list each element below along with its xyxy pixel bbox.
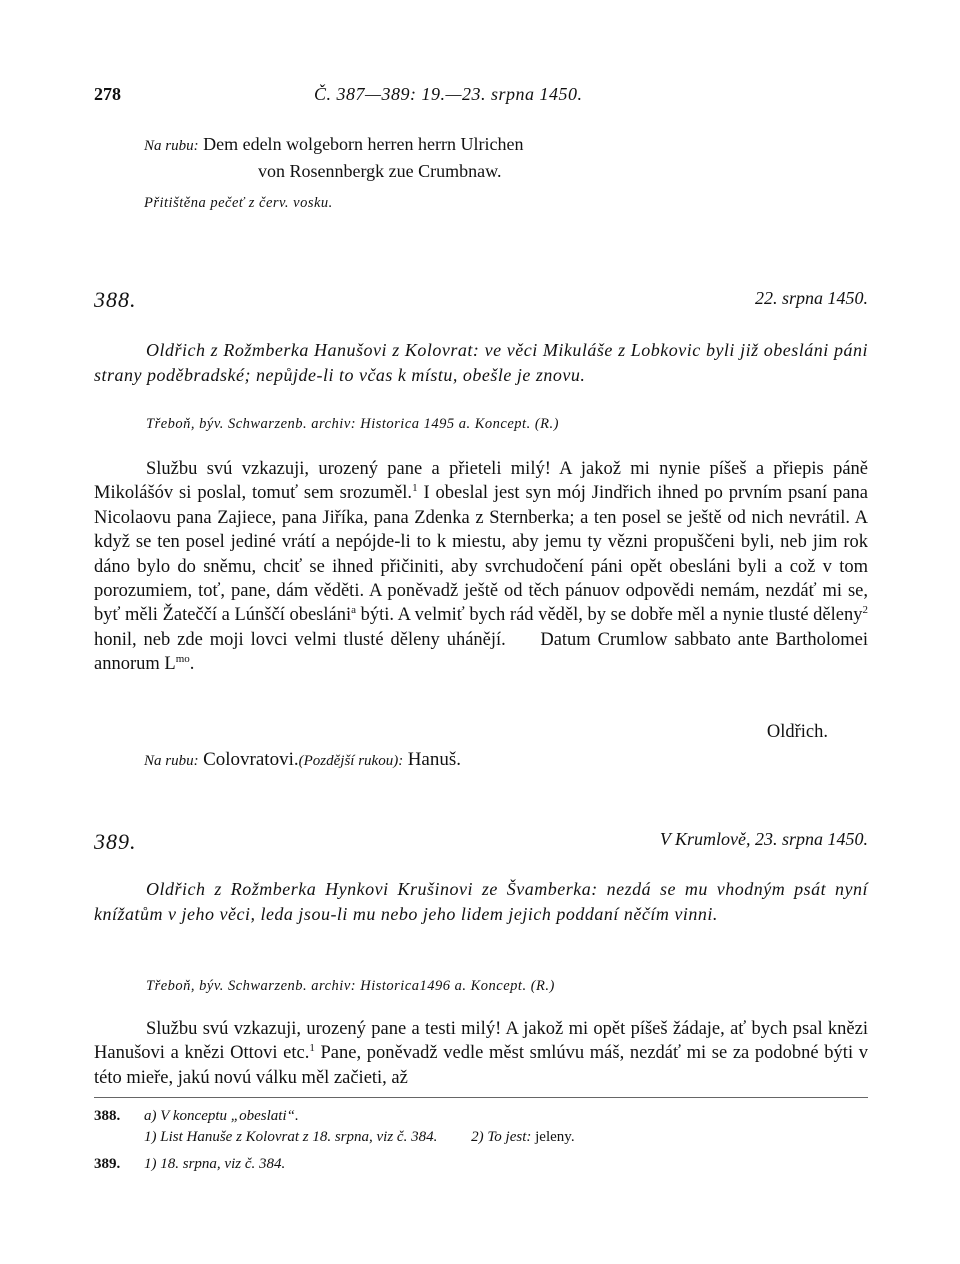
later-hand-label: (Pozdější rukou): xyxy=(298,753,404,769)
later-hand-text: Hanuš. xyxy=(407,749,461,770)
address-text: Colovratovi. xyxy=(203,749,299,770)
doc388-regest xyxy=(94,338,868,387)
footnote-text: 1) List Hanuše z Kolovrat z 18. srpna, viz č. 384. xyxy=(144,1129,438,1145)
doc389-regest xyxy=(94,877,868,926)
seal-note: Přitištěna pečeť z červ. vosku. xyxy=(144,195,333,211)
footnote-doc-number: 388. xyxy=(94,1108,121,1124)
doc388-number: 388. xyxy=(94,287,137,312)
footnote-mark: 2 xyxy=(862,604,868,617)
letter-paragraph xyxy=(94,1017,868,1090)
datum: Datum Crumlow sabbato ante Bartholomei annorum L xyxy=(94,629,868,675)
running-header xyxy=(94,84,868,112)
address-label: Na rubu: xyxy=(144,138,199,154)
footnote-mark: 1 xyxy=(309,1042,315,1055)
doc388-date: 22. srpna 1450. xyxy=(754,288,868,308)
address-line: Dem edeln wolgeborn herren herrn Ulrichen xyxy=(203,134,524,154)
letter-paragraph xyxy=(94,457,868,677)
doc387-address xyxy=(144,132,864,184)
text-run: honil, neb zde moji lovci velmi tlusté děleny uhánějí. xyxy=(94,629,506,650)
footnote-doc-number: 389. xyxy=(94,1156,121,1172)
footnote-line xyxy=(94,1106,868,1127)
text-run: Službu svú vzkazuji, urozený pane a testi milý! A jakož mi opět píšeš žádaje, ať bych psal knězi Hanušovi a knězi Ottovi etc. xyxy=(94,1019,868,1064)
footnote-text: a) V konceptu „obeslati“. xyxy=(144,1108,299,1124)
doc388-address xyxy=(144,747,864,774)
doc389-number: 389. xyxy=(94,829,137,854)
doc389-date: V Krumlově, 23. srpna 1450. xyxy=(659,829,868,849)
doc388-signature: Oldřich. xyxy=(766,722,828,742)
doc389-source: Třeboň, býv. Schwarzenb. archiv: Historica1496 a. Koncept. (R.) xyxy=(146,978,555,994)
text-run: Službu svú vzkazuji, urozený pane a přieteli milý! A jakož mi nynie píšeš a přiepis páně Mikolášóv si poslal, tomuť sem srozuměl. xyxy=(94,459,868,504)
page-number: 278 xyxy=(94,84,121,104)
book-page xyxy=(94,0,868,1264)
doc388-text xyxy=(94,457,868,677)
footnote-text: jeleny. xyxy=(535,1129,575,1145)
footnote-mark: 1 xyxy=(412,482,418,495)
running-title: Č. 387—389: 19.—23. srpna 1450. xyxy=(314,84,583,104)
footnote-text: 1) 18. srpna, viz č. 384. xyxy=(144,1156,286,1172)
datum-superscript: mo xyxy=(175,653,190,666)
footnotes xyxy=(94,1106,868,1175)
address-line: von Rosennbergk zue Crumbnaw. xyxy=(258,161,502,181)
regest-text: Oldřich z Rožmberka Hynkovi Krušinovi ze Švamberka: nezdá se mu vhodným psát nyní knížatům v jeho věci, leda jsou-li mu nebo jeho lidem jejich poddaní něčím vinni. xyxy=(94,879,868,924)
footnote-rule xyxy=(94,1097,868,1098)
doc388-source: Třeboň, býv. Schwarzenb. archiv: Historica 1495 a. Koncept. (R.) xyxy=(146,416,559,432)
text-run: býti. A velmiť bych rád věděl, by se dobře měl a nynie tlusté děleny xyxy=(356,605,863,626)
text-run: I obeslal jest syn mój Jindřich ihned po prvním psaní pana Nicolaovu pana Zajiece, pana Jiříka, pana Zdenka z Sternberka; a ten posel se ještě od nich nevrátil. A když se ten posel jediné vrátí a nepójde-li to k miestu, aby jemu ty vězni propuščeni byli, neb jim rok dáno bylo do sněmu, chciť se ihned přičiniti, aby svrchudočení páni opět obesláni byli a což v tom porozumiem, toť, pane, dám věděti. A poněvadž ještě od těch pánuov odpovědi nemám, nezdáť mi se, byť měli Žateččí a Lúnščí obesláni xyxy=(94,483,868,626)
text-run: Pane, poněvadž vedle měst smlúvu máš, nezdáť mi se za podobné býti v této mieře, jakú novú válku měl začieti, až xyxy=(94,1043,868,1088)
footnote-line xyxy=(94,1154,868,1175)
text-run: . xyxy=(189,654,195,675)
footnote-mark: a xyxy=(351,604,357,617)
regest-text: Oldřich z Rožmberka Hanušovi z Kolovrat: ve věci Mikuláše z Lobkovic byli již obesláni páni strany poděbradské; nepůjde-li to včas k místu, obešle je znovu. xyxy=(94,340,868,385)
address-label: Na rubu: xyxy=(144,753,199,769)
doc389-text xyxy=(94,1017,868,1090)
footnote-line xyxy=(94,1127,868,1148)
footnote-label: 2) To jest: xyxy=(471,1129,532,1145)
